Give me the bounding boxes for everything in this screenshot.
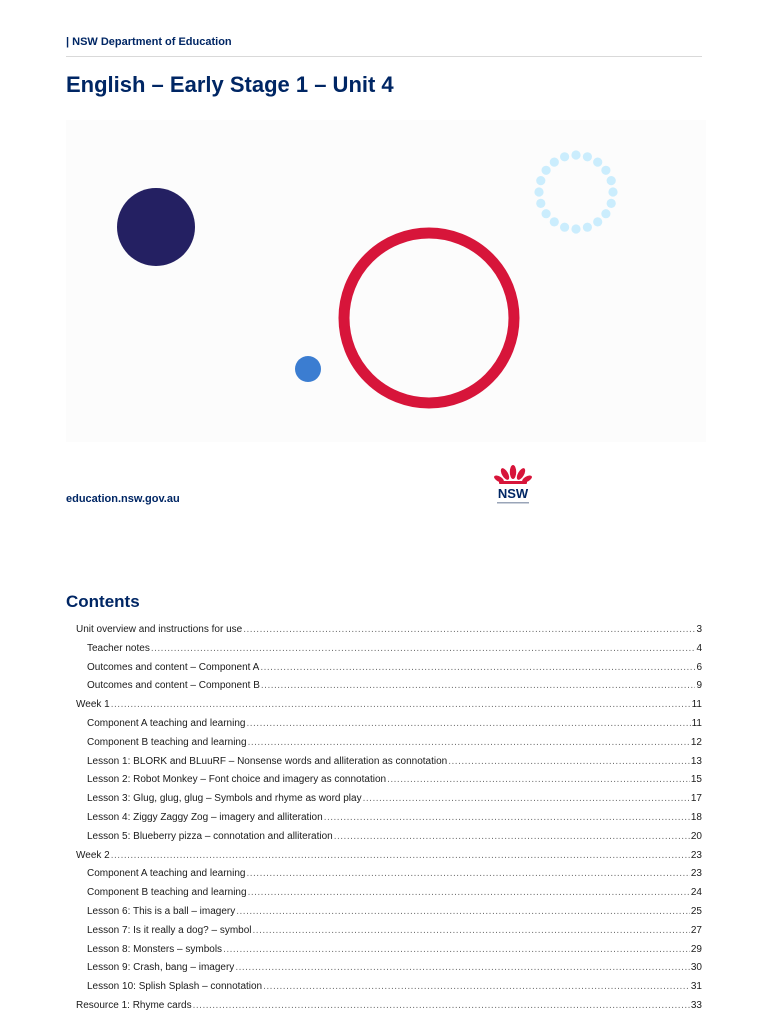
contents-heading: Contents (66, 592, 140, 611)
toc-entry[interactable] (76, 809, 702, 828)
toc-entry-title: Lesson 7: Is it really a dog? – symbol (87, 924, 252, 936)
toc-page-number: 9 (696, 680, 702, 692)
ring-dot (571, 224, 580, 233)
toc-page-number: 13 (690, 755, 702, 767)
toc-page-number: 24 (690, 887, 702, 899)
ring-dot (534, 187, 543, 196)
toc-dot-leader (261, 677, 696, 696)
toc-page-number: 29 (690, 943, 702, 955)
toc-dot-leader (246, 865, 689, 884)
nsw-government-logo (491, 462, 535, 508)
ring-dot (601, 209, 610, 218)
toc-page-number: 30 (690, 962, 702, 974)
ring-dot (536, 199, 545, 208)
small-blue-dot (295, 356, 321, 382)
toc-page-number: 23 (690, 849, 702, 861)
ring-dot (607, 199, 616, 208)
toc-dot-leader (387, 771, 690, 790)
toc-page-number: 33 (690, 999, 702, 1011)
toc-entry-title: Lesson 9: Crash, bang – imagery (87, 962, 235, 974)
toc-page-number: 20 (690, 830, 702, 842)
toc-entry[interactable] (76, 790, 702, 809)
toc-page-number: 12 (690, 736, 702, 748)
red-ring (344, 233, 514, 403)
toc-dot-leader (324, 809, 690, 828)
toc-entry-title: Lesson 1: BLORK and BLuuRF – Nonsense words and alliteration as connotation (87, 755, 448, 767)
toc-page-number: 11 (691, 699, 702, 711)
table-of-contents (76, 621, 702, 1016)
toc-page-number: 17 (690, 793, 702, 805)
toc-dot-leader (248, 884, 690, 903)
toc-entry[interactable] (76, 734, 702, 753)
toc-page-number: 18 (690, 811, 702, 823)
cover-illustration (66, 120, 706, 442)
toc-entry[interactable] (76, 884, 702, 903)
ring-dot (607, 176, 616, 185)
toc-entry[interactable] (76, 640, 702, 659)
ring-dot (593, 158, 602, 167)
document-title: English – Early Stage 1 – Unit 4 (66, 72, 394, 97)
toc-entry-title: Unit overview and instructions for use (76, 624, 243, 635)
ring-dot (571, 150, 580, 159)
toc-entry[interactable] (76, 771, 702, 790)
toc-entry-title: Lesson 4: Ziggy Zaggy Zog – imagery and alliteration (87, 811, 323, 823)
toc-entry[interactable] (76, 997, 702, 1016)
toc-entry-title: Lesson 10: Splish Splash – connotation (87, 981, 263, 993)
toc-entry-title: Lesson 8: Monsters – symbols (87, 943, 223, 955)
toc-page-number: 15 (690, 774, 702, 786)
toc-entry[interactable] (76, 922, 702, 941)
ring-dot (536, 176, 545, 185)
website-url: education.nsw.gov.au (66, 493, 180, 505)
toc-entry-title: Week 2 (76, 849, 110, 861)
toc-dot-leader (363, 790, 690, 809)
ring-dot (593, 217, 602, 226)
toc-entry-title: Component A teaching and learning (87, 868, 246, 880)
toc-entry-title: Lesson 5: Blueberry pizza – connotation and alliteration (87, 830, 333, 842)
ring-dot (550, 158, 559, 167)
ring-dot (560, 223, 569, 232)
toc-dot-leader (236, 903, 690, 922)
toc-page-number: 6 (696, 661, 702, 673)
toc-dot-leader (334, 828, 690, 847)
toc-page-number: 25 (690, 905, 702, 917)
department-label: | NSW Department of Education (66, 36, 232, 48)
toc-entry-title: Component B teaching and learning (87, 736, 247, 748)
toc-dot-leader (193, 997, 690, 1016)
toc-entry-title: Component A teaching and learning (87, 717, 246, 729)
toc-entry[interactable] (76, 696, 702, 715)
toc-entry[interactable] (76, 941, 702, 960)
toc-dot-leader (448, 753, 690, 772)
toc-entry[interactable] (76, 903, 702, 922)
toc-dot-leader (246, 715, 690, 734)
navy-circle (117, 188, 195, 266)
toc-dot-leader (235, 959, 690, 978)
toc-entry[interactable] (76, 621, 702, 640)
toc-entry[interactable] (76, 677, 702, 696)
toc-page-number: 11 (691, 717, 702, 729)
toc-entry[interactable] (76, 847, 702, 866)
toc-entry-title: Component B teaching and learning (87, 887, 247, 899)
toc-entry-title: Lesson 2: Robot Monkey – Font choice and imagery as connotation (87, 774, 387, 786)
toc-entry[interactable] (76, 959, 702, 978)
ring-dot (560, 152, 569, 161)
toc-entry[interactable] (76, 828, 702, 847)
nsw-logo-text: NSW (497, 486, 529, 501)
toc-page-number: 23 (690, 868, 702, 880)
toc-dot-leader (111, 696, 691, 715)
toc-entry[interactable] (76, 865, 702, 884)
ring-dot (550, 217, 559, 226)
toc-entry-title: Week 1 (76, 699, 110, 711)
toc-dot-leader (253, 922, 690, 941)
toc-dot-leader (243, 621, 695, 640)
toc-entry[interactable] (76, 978, 702, 997)
page-header (66, 36, 702, 57)
toc-entry[interactable] (76, 659, 702, 678)
toc-entry[interactable] (76, 715, 702, 734)
toc-entry-title: Lesson 3: Glug, glug, glug – Symbols and rhyme as word play (87, 793, 362, 805)
toc-dot-leader (223, 941, 690, 960)
toc-dot-leader (248, 734, 690, 753)
ring-dot (542, 209, 551, 218)
toc-dot-leader (260, 659, 695, 678)
toc-page-number: 4 (696, 642, 702, 654)
toc-page-number: 31 (690, 981, 702, 993)
toc-dot-leader (151, 640, 696, 659)
toc-entry-title: Teacher notes (87, 642, 150, 654)
toc-page-number: 27 (690, 924, 702, 936)
toc-entry[interactable] (76, 753, 702, 772)
ring-dot (583, 152, 592, 161)
ring-dot (608, 187, 617, 196)
toc-dot-leader (111, 847, 690, 866)
toc-entry-title: Outcomes and content – Component A (87, 661, 260, 673)
toc-dot-leader (263, 978, 690, 997)
ring-dot (583, 223, 592, 232)
ring-dot (542, 166, 551, 175)
dotted-ring (534, 150, 617, 233)
toc-page-number: 3 (696, 624, 702, 635)
decorative-circles (66, 120, 706, 442)
toc-entry-title: Lesson 6: This is a ball – imagery (87, 905, 236, 917)
toc-entry-title: Outcomes and content – Component B (87, 680, 260, 692)
ring-dot (601, 166, 610, 175)
toc-entry-title: Resource 1: Rhyme cards (76, 999, 192, 1011)
